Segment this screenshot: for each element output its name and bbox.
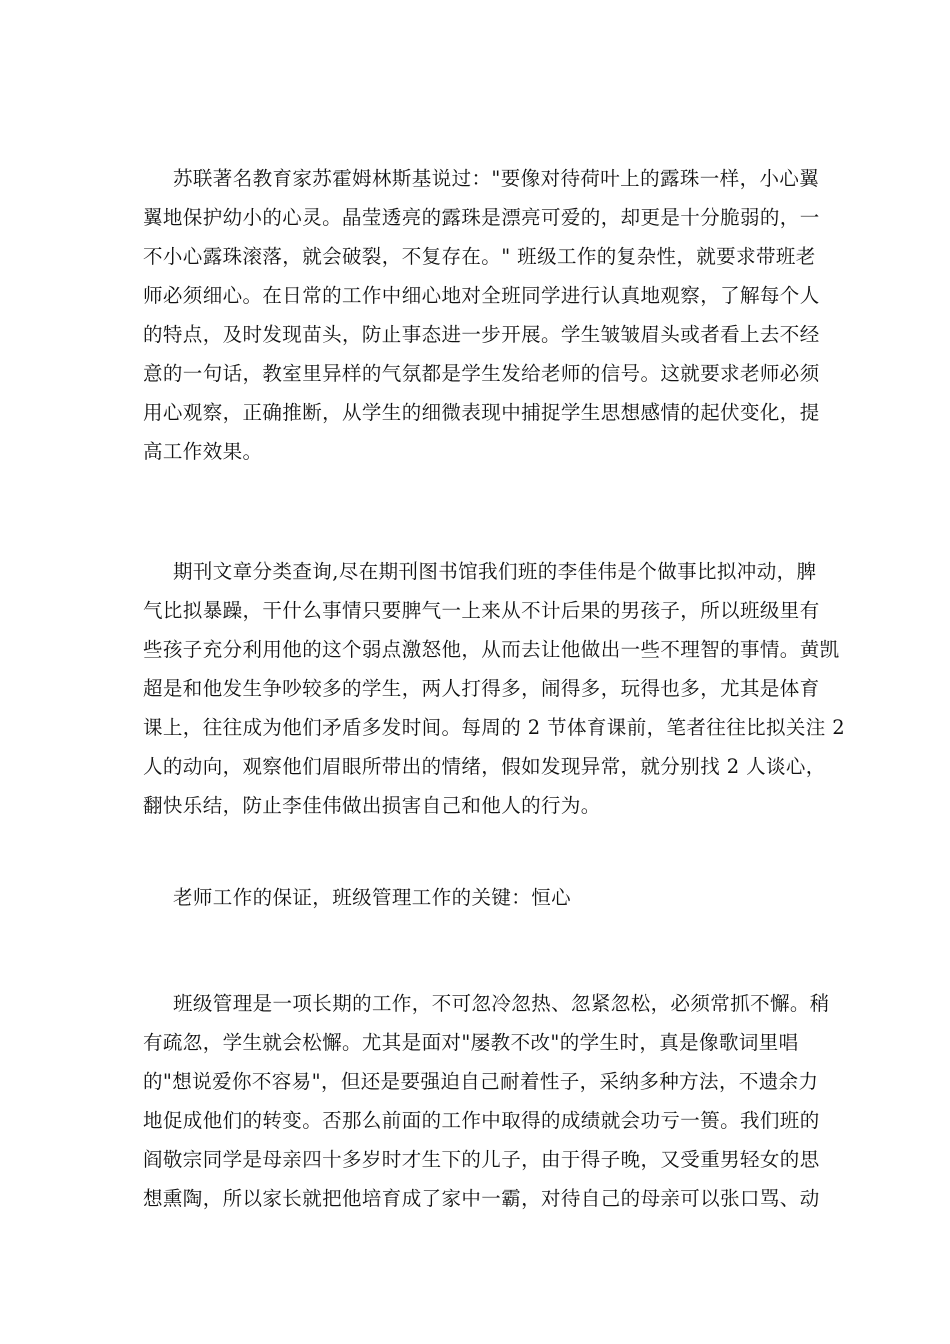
paragraph-line: 翻快乐结，防止李佳伟做出损害自己和他人的行为。 xyxy=(143,794,601,817)
paragraph-line: 师必须细心。在日常的工作中细心地对全班同学进行认真地观察，了解每个人 xyxy=(143,284,820,307)
paragraph-line: 意的一句话，教室里异样的气氛都是学生发给老师的信号。这就要求老师必须 xyxy=(143,362,820,385)
paragraph-line: 地促成他们的转变。否那么前面的工作中取得的成绩就会功亏一篑。我们班的 xyxy=(143,1109,820,1132)
paragraph-line: 气比拟暴躁，干什么事情只要脾气一上来从不计后果的男孩子，所以班级里有 xyxy=(143,599,820,622)
paragraph-line: 苏联著名教育家苏霍姆林斯基说过："要像对待荷叶上的露珠一样，小心翼 xyxy=(173,167,820,190)
paragraph-line: 些孩子充分利用他的这个弱点激怒他，从而去让他做出一些不理智的事情。黄凯 xyxy=(143,638,840,661)
paragraph-line: 用心观察，正确推断，从学生的细微表现中捕捉学生思想感情的起伏变化，提 xyxy=(143,401,820,424)
paragraph-line: 高工作效果。 xyxy=(143,440,263,463)
paragraph-line: 有疏忽，学生就会松懈。尤其是面对"屡教不改"的学生时，真是像歌词里唱 xyxy=(143,1031,799,1054)
paragraph-line: 想熏陶，所以家长就把他培育成了家中一霸，对待自己的母亲可以张口骂、动 xyxy=(143,1187,820,1210)
paragraph-line: 课上，往往成为他们矛盾多发时间。每周的 2 节体育课前，笔者往往比拟关注 2 xyxy=(143,716,846,739)
paragraph-line: 期刊文章分类查询,尽在期刊图书馆我们班的李佳伟是个做事比拟冲动，脾 xyxy=(173,560,817,583)
section-heading: 老师工作的保证，班级管理工作的关键：恒心 xyxy=(173,886,572,909)
paragraph-line: 的特点，及时发现苗头，防止事态进一步开展。学生皱皱眉头或者看上去不经 xyxy=(143,323,820,346)
paragraph-line: 不小心露珠滚落，就会破裂，不复存在。" 班级工作的复杂性，就要求带班老 xyxy=(143,245,816,268)
paragraph-line: 翼地保护幼小的心灵。晶莹透亮的露珠是漂亮可爱的，却更是十分脆弱的，一 xyxy=(143,206,820,229)
paragraph-line: 超是和他发生争吵较多的学生，两人打得多，闹得多，玩得也多，尤其是体育 xyxy=(143,677,820,700)
paragraph-line: 阎敬宗同学是母亲四十多岁时才生下的儿子，由于得子晚，又受重男轻女的思 xyxy=(143,1148,820,1171)
paragraph-line: 班级管理是一项长期的工作，不可忽冷忽热、忽紧忽松，必须常抓不懈。稍 xyxy=(173,992,830,1015)
paragraph-line: 人的动向，观察他们眉眼所带出的情绪，假如发现异常，就分别找 2 人谈心， xyxy=(143,755,826,778)
paragraph-line: 的"想说爱你不容易"，但还是要强迫自己耐着性子，采纳多种方法，不遗余力 xyxy=(143,1070,819,1093)
